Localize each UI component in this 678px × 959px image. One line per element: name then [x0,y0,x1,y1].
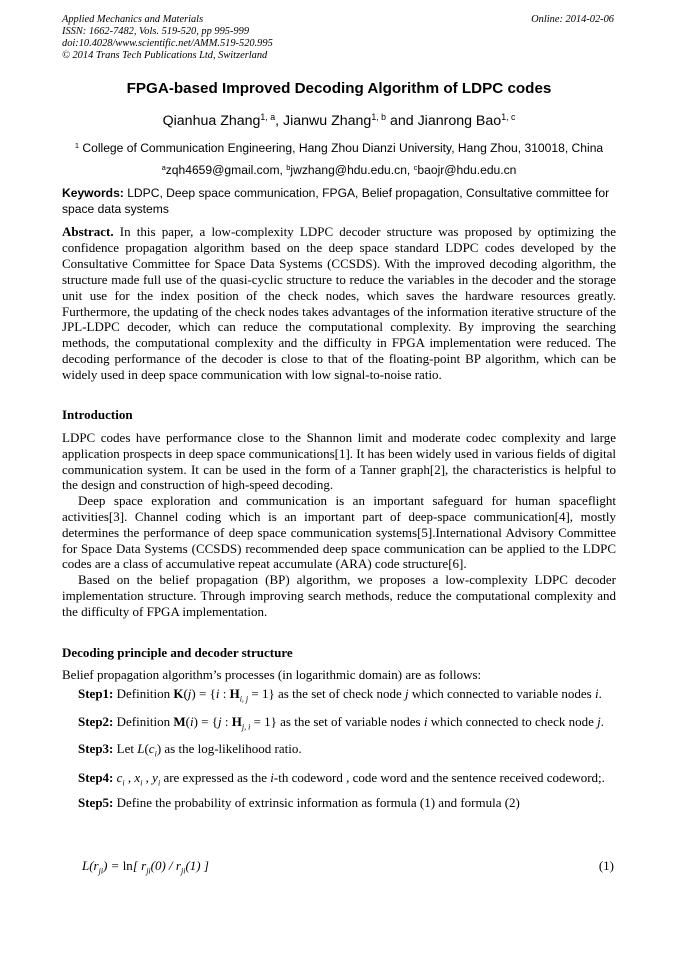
paper-title: FPGA-based Improved Decoding Algorithm of LDPC codes [126,80,552,97]
section-heading-decoding: Decoding principle and decoder structure [62,645,293,660]
author-superscript: 1, c [501,112,516,123]
affiliation-line: $^1$ College of Communication Engineering, Hang Zhou Dianzi University, Hang Zhou, 310018, China [74,140,604,155]
author-name: and Jianrong Bao [386,113,502,129]
online-date: Online: 2014-02-06 [531,14,614,25]
equation-m: M(i) = {j : $H_{j, i} = 1$} [173,713,277,732]
equation-k: K(j) = {i : $H_{i, j} = 1$} [173,686,275,704]
step-4: Step4: $c_i$ , $x_i$ , $y_i$ are expressed as the i-th codeword , code word and the sentence received codeword;. [78,769,605,788]
author-list [62,113,616,129]
section-heading-introduction: Introduction [62,407,133,422]
paragraph: Belief propagation algorithm’s processes (in logarithmic domain) are as follows: [62,667,482,682]
author-name: , Jianwu Zhang [275,113,372,129]
email-link[interactable]: baojr@hdu.edu.cn [417,163,517,177]
author-superscript: 1, a [260,112,276,123]
introduction-body [62,430,616,620]
affiliation-block [62,137,616,181]
abstract: Abstract. In this paper, a low-complexity LDPC decoder structure was proposed by optimizing the confidence propagation algorithm based on the deep space standard LDPC codes developed by the Consultative Committee for Space Data Systems (CCSDS). With the improved decoding algorithm, the structure made full use of the quasi-cyclic structure to reduce the variables in the decoder and the storage unit use for the index position of the check nodes, which saves the hardware resources greatly. Furthermore, the updating of the check nodes takes advantages of the information iterative structure of the JPL-LDPC decoder, which can reduce the computational complexity. By improving the searching methods, the computational complexity and the difficulty in FPGA implementation were reduced. The decoding performance of the decoder is close to that of the floating-point BP algorithm, which can be widely used in deep space communication with low signal-to-noise ratio. [62,224,616,383]
step-2: Step2: Definition M(i) = {j : $H_{j, i} = 1$} as the set of variable nodes i which connected to check node j. [78,713,604,732]
email-line: $^a$zqh4659@gmail.com, $^b$jwzhang@hdu.edu.cn, $^c$baojr@hdu.edu.cn [161,162,517,177]
step-3: Step3: Let $L(c_i)$ as the log-likelihood ratio. [78,741,302,759]
equation-number: (1) [598,858,614,873]
copyright: © 2014 Trans Tech Publications Ltd, Switzerland [62,50,268,61]
email-link[interactable]: zqh4659@gmail.com, [165,163,287,177]
journal-header [62,14,273,62]
equation-1: $L(r_{ji}) = \ln$[ $r_{ji}(0) / r_{ji}(1)$ ] [82,858,209,876]
email-link[interactable]: jwzhang@hdu.edu.cn, [290,163,414,177]
paragraph: LDPC codes have performance close to the Shannon limit and moderate codec complexity and large application prospects in deep space communications[1]. It has been widely used in various fields of digital communication system. It can be used in the form of a Tanner graph[2], the characteristics is helpful to the design and construction of high-speed decoding. [62,430,616,493]
paragraph: Deep space exploration and communication is an important safeguard for human spaceflight activities[3]. Channel coding which is an important part of deep-space communication[4], mostly determines the performance of deep space communication systems[5].International Advisory Committee for Space Data Systems (CCSDS) recommended deep space communication can be applied to the LDPC codes are a class of accumulative repeat accumulate (ARA) code structure[6]. [62,493,616,572]
step-1: Step1: Definition K(j) = {i : $H_{i, j} = 1$} as the set of check node j which connected to variable nodes i. [78,686,602,704]
keywords: Keywords: LDPC, Deep space communication, FPGA, Belief propagation, Consultative committee for space data systems [62,186,610,216]
author-name: Qianhua Zhang [162,113,261,129]
step-5: Step5: Define the probability of extrinsic information as formula (1) and formula (2) [78,795,520,811]
paragraph: Based on the belief propagation (BP) algorithm, we proposes a low-complexity LDPC decoder implementation structure. Through improving search methods, reduce the computational complexity and the difficulty of FPGA implementation. [62,572,616,619]
decoding-body [62,667,616,811]
issn: ISSN: 1662-7482, Vols. 519-520, pp 995-999 [62,26,250,37]
author-superscript: 1, b [371,112,387,123]
doi-link[interactable]: doi:10.4028/www.scientific.net/AMM.519-520.995 [62,38,273,49]
journal-name: Applied Mechanics and Materials [62,14,204,25]
